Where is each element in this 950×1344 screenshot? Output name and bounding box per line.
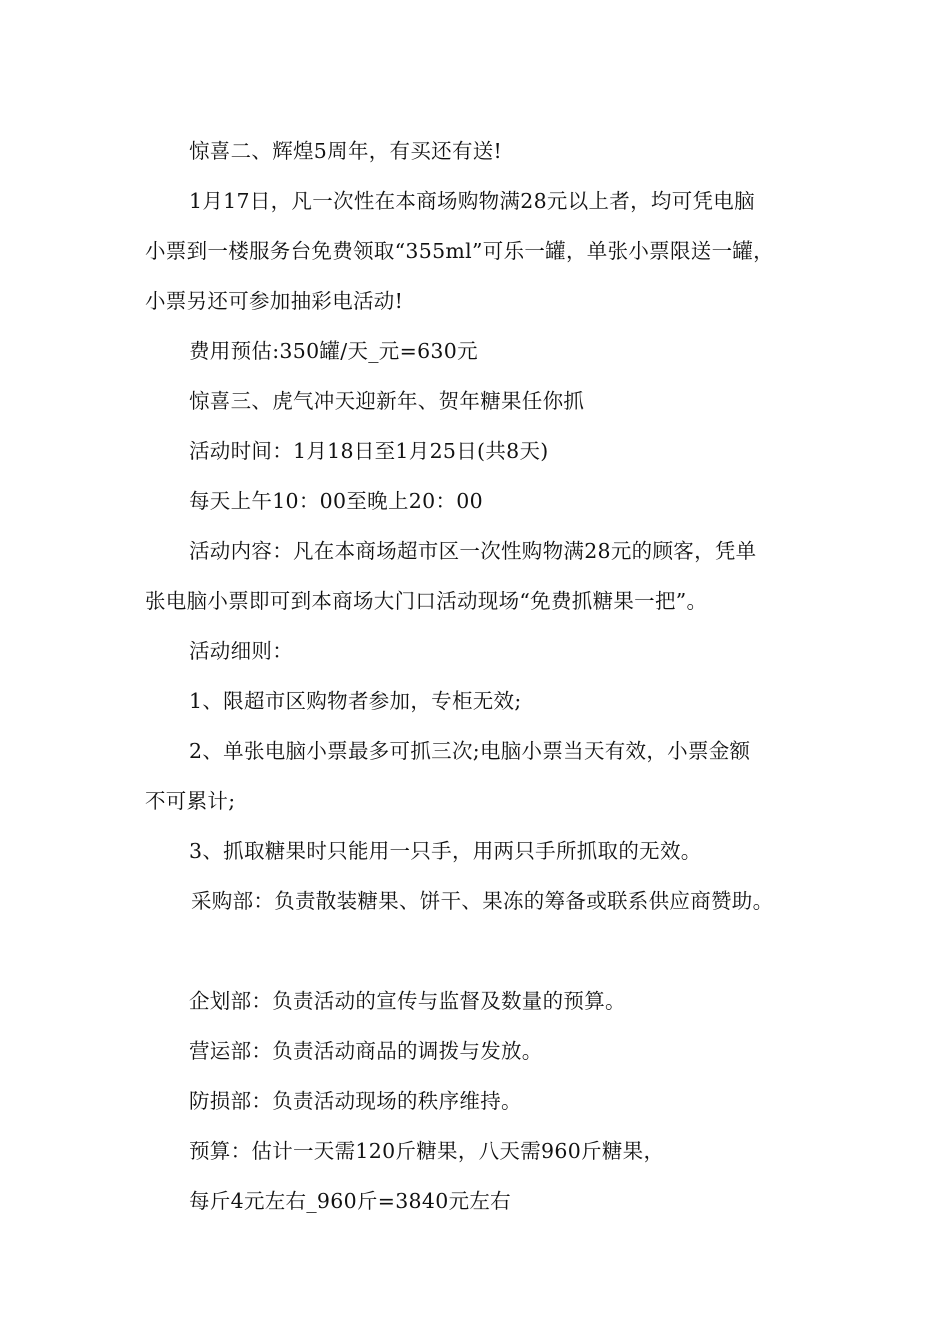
purchasing-dept-line: 采购部：负责散装糖果、饼干、果冻的筹备或联系供应商赞助。 [191,889,774,913]
daily-hours-line: 每天上午10：00至晚上20：00 [189,489,483,513]
activity-time-line: 活动时间：1月18日至1月25日(共8天) [189,439,549,463]
paragraph-line: 1月17日，凡一次性在本商场购物满28元以上者，均可凭电脑 [189,189,755,213]
operations-dept-line: 营运部：负责活动商品的调拨与发放。 [189,1039,543,1063]
heading-surprise-two: 惊喜二、辉煌5周年，有买还有送! [189,139,503,163]
rule-item-2: 2、单张电脑小票最多可抓三次;电脑小票当天有效，小票金额 [189,739,751,763]
rule-item-3: 3、抓取糖果时只能用一只手，用两只手所抓取的无效。 [189,839,702,863]
paragraph-line: 小票到一楼服务台免费领取“355ml”可乐一罐，单张小票限送一罐， [145,239,774,263]
paragraph-line: 小票另还可参加抽彩电活动! [145,289,404,313]
budget-line: 预算：估计一天需120斤糖果，八天需960斤糖果， [189,1139,665,1163]
activity-content-line: 活动内容：凡在本商场超市区一次性购物满28元的顾客，凭单 [189,539,757,563]
paragraph-line: 张电脑小票即可到本商场大门口活动现场“免费抓糖果一把”。 [145,589,708,613]
budget-total-line: 每斤4元左右_960斤=3840元左右 [189,1189,511,1213]
planning-dept-line: 企划部：负责活动的宣传与监督及数量的预算。 [189,989,626,1013]
paragraph-line: 不可累计; [145,789,236,813]
rule-item-1: 1、限超市区购物者参加，专柜无效; [189,689,522,713]
rules-heading: 活动细则： [189,639,293,663]
heading-surprise-three: 惊喜三、虎气冲天迎新年、贺年糖果任你抓 [189,389,585,413]
loss-prevention-dept-line: 防损部：负责活动现场的秩序维持。 [189,1089,522,1113]
cost-estimate-line: 费用预估:350罐/天_元=630元 [189,339,478,363]
